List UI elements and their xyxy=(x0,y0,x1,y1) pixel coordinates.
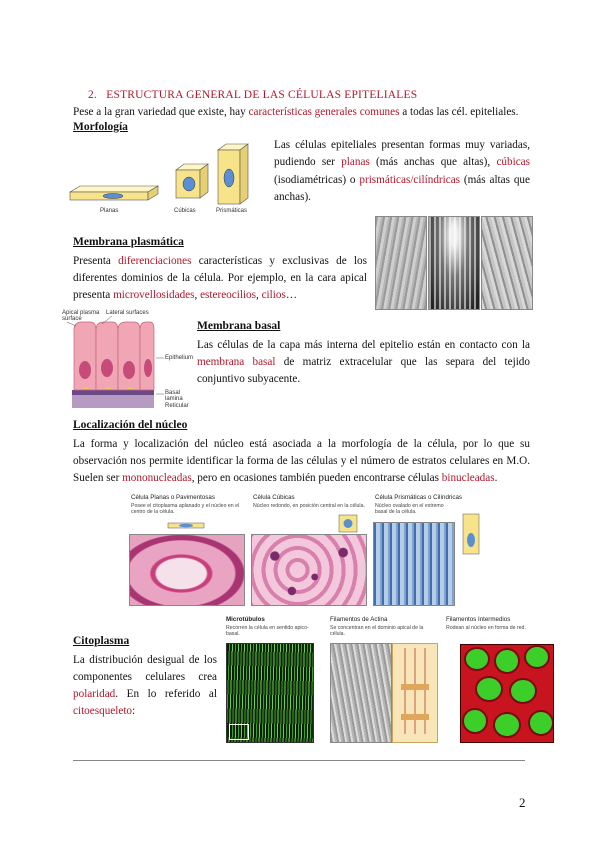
intro-text: Pese a la gran variedad que existe, hay xyxy=(73,106,249,118)
term-prismaticas: prismáticas/cilíndricas xyxy=(359,173,461,186)
membrana-plasmatica-paragraph xyxy=(73,253,367,304)
micrograph-microvilli xyxy=(375,216,427,310)
term-cilios: cilios xyxy=(261,289,286,301)
page-number: 2 xyxy=(519,795,526,810)
term-diferenciaciones: diferenciaciones xyxy=(118,255,192,267)
micrograph-cubicas xyxy=(251,534,367,606)
term-binucleadas: binucleadas xyxy=(441,472,495,484)
panel-actina xyxy=(328,616,438,744)
section-number: 2. xyxy=(88,89,98,101)
morf-text-2: (más anchas que altas), xyxy=(369,156,497,169)
membrana-basal-paragraph xyxy=(197,337,530,388)
cit-text-1: La distribución desigual de los componentes celulares crea xyxy=(73,654,217,683)
label-prismaticas: Prismáticas xyxy=(216,208,248,214)
heading-membrana-basal: Membrana basal xyxy=(197,320,281,332)
mp-sep-1: , xyxy=(194,289,201,301)
term-membrana-basal: membrana basal xyxy=(197,356,276,368)
nuc-text-1: La forma y localización del núcleo está asociada a la morfología de la célula, por lo que su observación nos permite identificar la forma de las células y el número de estratos celulares en M.O. Suelen ser xyxy=(73,438,530,484)
cit-text-3: : xyxy=(132,705,136,717)
cit-text-2: . En lo referido al xyxy=(115,688,217,700)
section-title-text: ESTRUCTURA GENERAL DE LAS CÉLULAS EPITELIALES xyxy=(106,89,418,101)
term-estereocilios: estereocilios xyxy=(200,289,256,301)
heading-nucleo: Localización del núcleo xyxy=(73,419,188,431)
micrograph-cilia xyxy=(481,216,533,310)
panel-cubicas-caption: Núcleo redondo, en posición central en la célula. xyxy=(253,503,365,509)
diagram-actina xyxy=(392,643,438,743)
epithelium-figure xyxy=(62,310,192,410)
nucleo-paragraph xyxy=(73,436,530,487)
mp-sep-2: , xyxy=(256,289,262,301)
panel-planas-caption: Posee el citoplasma aplanado y el núcleo en el centro de la célula. xyxy=(131,503,240,515)
panel-planas-title: Célula Planas o Pavimentosas xyxy=(131,494,215,501)
morfologia-paragraph xyxy=(274,137,530,206)
panel-microtubulos xyxy=(224,616,322,744)
heading-citoplasma: Citoplasma xyxy=(73,635,130,647)
label-epithelium: Epithelium xyxy=(165,355,194,361)
morf-text-3: (isodiamétricas) o xyxy=(274,173,360,186)
morf-text-4: (más altas que anchas). xyxy=(274,173,530,203)
panel-prismaticas-title: Célula Prismáticas o Cilíndricas xyxy=(375,494,462,501)
label-planas: Planas xyxy=(100,208,119,214)
nucleus-panels xyxy=(127,494,493,606)
label-basal-lamina: Basal lamina xyxy=(165,390,183,402)
micrograph-prismaticas xyxy=(373,522,455,606)
footer-rule xyxy=(73,760,525,761)
micrograph-intermedios xyxy=(460,644,554,743)
cytoskeleton-panels xyxy=(224,616,556,744)
panel-cubicas-title: Célula Cúbicas xyxy=(253,494,295,501)
panel-intermedios-title: Filamentos Intermedios xyxy=(446,616,511,623)
panel-microtubulos-caption: Recorren la célula en sentido apico-basal. xyxy=(226,625,309,637)
nuc-text-2: , pero en ocasiones también pueden encontrarse células xyxy=(191,472,442,484)
micrograph-stereocilia xyxy=(428,216,480,310)
morf-text-1: Las células epiteliales presentan formas muy variadas, pudiendo ser xyxy=(274,139,530,169)
intro-paragraph xyxy=(73,104,533,121)
intro-highlight: características generales comunes xyxy=(248,106,400,118)
micrograph-microtubulos xyxy=(226,643,314,743)
panel-microtubulos-title: Microtúbulos xyxy=(226,616,265,623)
panel-cubicas xyxy=(249,494,367,606)
microvilli-micrographs xyxy=(375,216,533,310)
mb-text-1: Las células de la capa más interna del epitelio están en contacto con la xyxy=(197,339,530,351)
term-planas: planas xyxy=(341,156,370,169)
term-polaridad: polaridad xyxy=(73,688,116,700)
panel-prismaticas-caption: Núcleo ovalado en el extremo basal de la célula. xyxy=(375,503,444,515)
term-microvellosidades: microvellosidades xyxy=(113,289,195,301)
intro-text-end: a todas las cél. epiteliales. xyxy=(399,106,519,118)
micrograph-planas xyxy=(129,534,245,606)
cell-shapes-figure xyxy=(68,140,268,220)
micrograph-actina xyxy=(330,643,392,743)
citoplasma-paragraph xyxy=(73,652,217,720)
term-mononucleadas: mononucleadas xyxy=(122,472,192,484)
panel-intermedios-caption: Rodean al núcleo en forma de red. xyxy=(446,625,526,631)
mp-text-1: Presenta xyxy=(73,255,119,267)
heading-membrana-plasmatica: Membrana plasmática xyxy=(73,236,184,248)
section-title xyxy=(88,89,417,101)
panel-intermedios xyxy=(444,616,556,744)
mp-text-2: características y exclusivas de los diferentes dominios de la célula. Por ejemplo, en la cara apical presenta xyxy=(73,255,367,301)
label-cubicas: Cúbicas xyxy=(174,208,196,214)
term-cubicas: cúbicas xyxy=(496,156,530,169)
label-lateral: Lateral surfaces xyxy=(106,310,149,316)
panel-actina-title: Filamentos de Actina xyxy=(330,616,388,623)
label-apical: Apical plasma surface xyxy=(62,310,100,322)
label-reticular: Reticular xyxy=(165,403,189,409)
mb-text-2: de matriz extracelular que las separa del tejido conjuntivo subyacente. xyxy=(197,356,530,385)
term-citoesqueleto: citoesqueleto xyxy=(73,705,133,717)
panel-prismaticas xyxy=(371,494,493,606)
panel-actina-caption: Se concentran en el dominio apical de la célula. xyxy=(330,625,424,637)
heading-morfologia: Morfología xyxy=(73,121,128,133)
panel-planas xyxy=(127,494,245,606)
mp-text-3: … xyxy=(285,289,298,301)
nuc-text-3: . xyxy=(494,472,498,484)
